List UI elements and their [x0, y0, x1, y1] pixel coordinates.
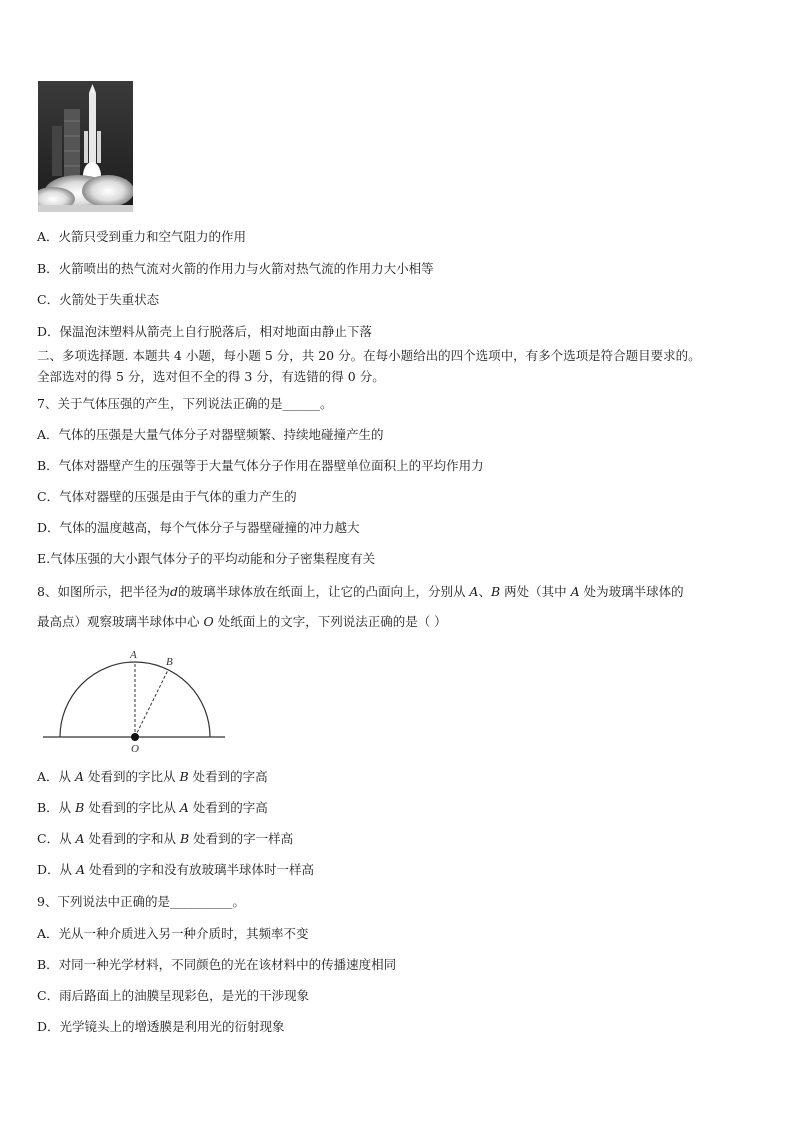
q6-option-b: B．火箭喷出的热气流对火箭的作用力与火箭对热气流的作用力大小相等 — [37, 261, 434, 276]
q9-option-d: D．光学镜头上的增透膜是利用光的衍射现象 — [37, 1019, 285, 1034]
q7-option-c: C．气体对器壁的压强是由于气体的重力产生的 — [37, 489, 297, 504]
label-b: B — [166, 656, 173, 668]
center-point-o — [131, 733, 139, 741]
q8-stem-line2: 最高点）观察玻璃半球体中心 𝑂 处纸面上的文字，下列说法正确的是（ ） — [37, 614, 447, 629]
q7-option-d: D．气体的温度越高，每个气体分子与器壁碰撞的冲力越大 — [37, 520, 360, 535]
q8-option-d: D．从 𝐴 处看到的字和没有放玻璃半球体时一样高 — [37, 862, 314, 877]
rocket-launch-photo — [38, 81, 133, 212]
q9-option-c: C．雨后路面上的油膜呈现彩色，是光的干涉现象 — [37, 988, 310, 1003]
q6-option-d: D．保温泡沫塑料从箭壳上自行脱落后，相对地面由静止下落 — [37, 324, 373, 339]
section2-instructions-line2: 全部选对的得 5 分，选对但不全的得 3 分，有选错的得 0 分。 — [37, 369, 385, 384]
q7-stem: 7、关于气体压强的产生，下列说法正确的是______。 — [37, 396, 333, 411]
q9-option-b: B．对同一种光学材料，不同颜色的光在该材料中的传播速度相同 — [37, 957, 397, 972]
q8-option-c: C．从 𝐴 处看到的字和从 𝐵 处看到的字一样高 — [37, 831, 294, 846]
q8-option-b: B．从 𝐵 处看到的字比从 𝐴 处看到的字高 — [37, 800, 268, 815]
section2-instructions-line1: 二、多项选择题. 本题共 4 小题，每小题 5 分，共 20 分。在每小题给出的四个选项中，有多个选项是符合题目要求的。 — [37, 348, 701, 363]
label-o: O — [131, 743, 139, 755]
q6-option-a: A．火箭只受到重力和空气阻力的作用 — [37, 229, 247, 244]
q9-stem: 9、下列说法中正确的是__________。 — [37, 894, 245, 909]
q8-stem-line1: 8、如图所示，把半径为𝑑的玻璃半球体放在纸面上，让它的凸面向上，分别从 𝐴、𝐵 两处（其中 𝐴 处为玻璃半球体的 — [37, 584, 684, 599]
rocket-icon — [38, 81, 133, 212]
label-a: A — [130, 649, 137, 661]
line-ob — [135, 670, 168, 737]
hemisphere-diagram — [40, 645, 230, 755]
q8-option-a: A．从 𝐴 处看到的字比从 𝐵 处看到的字高 — [37, 769, 268, 784]
q9-option-a: A．光从一种介质进入另一种介质时，其频率不变 — [37, 926, 309, 941]
q7-option-a: A．气体的压强是大量气体分子对器壁频繁、持续地碰撞产生的 — [37, 427, 384, 442]
q6-option-c: C．火箭处于失重状态 — [37, 292, 160, 307]
q7-option-b: B．气体对器壁产生的压强等于大量气体分子作用在器壁单位面积上的平均作用力 — [37, 458, 484, 473]
q7-option-e: E.气体压强的大小跟气体分子的平均动能和分子密集程度有关 — [37, 551, 376, 566]
